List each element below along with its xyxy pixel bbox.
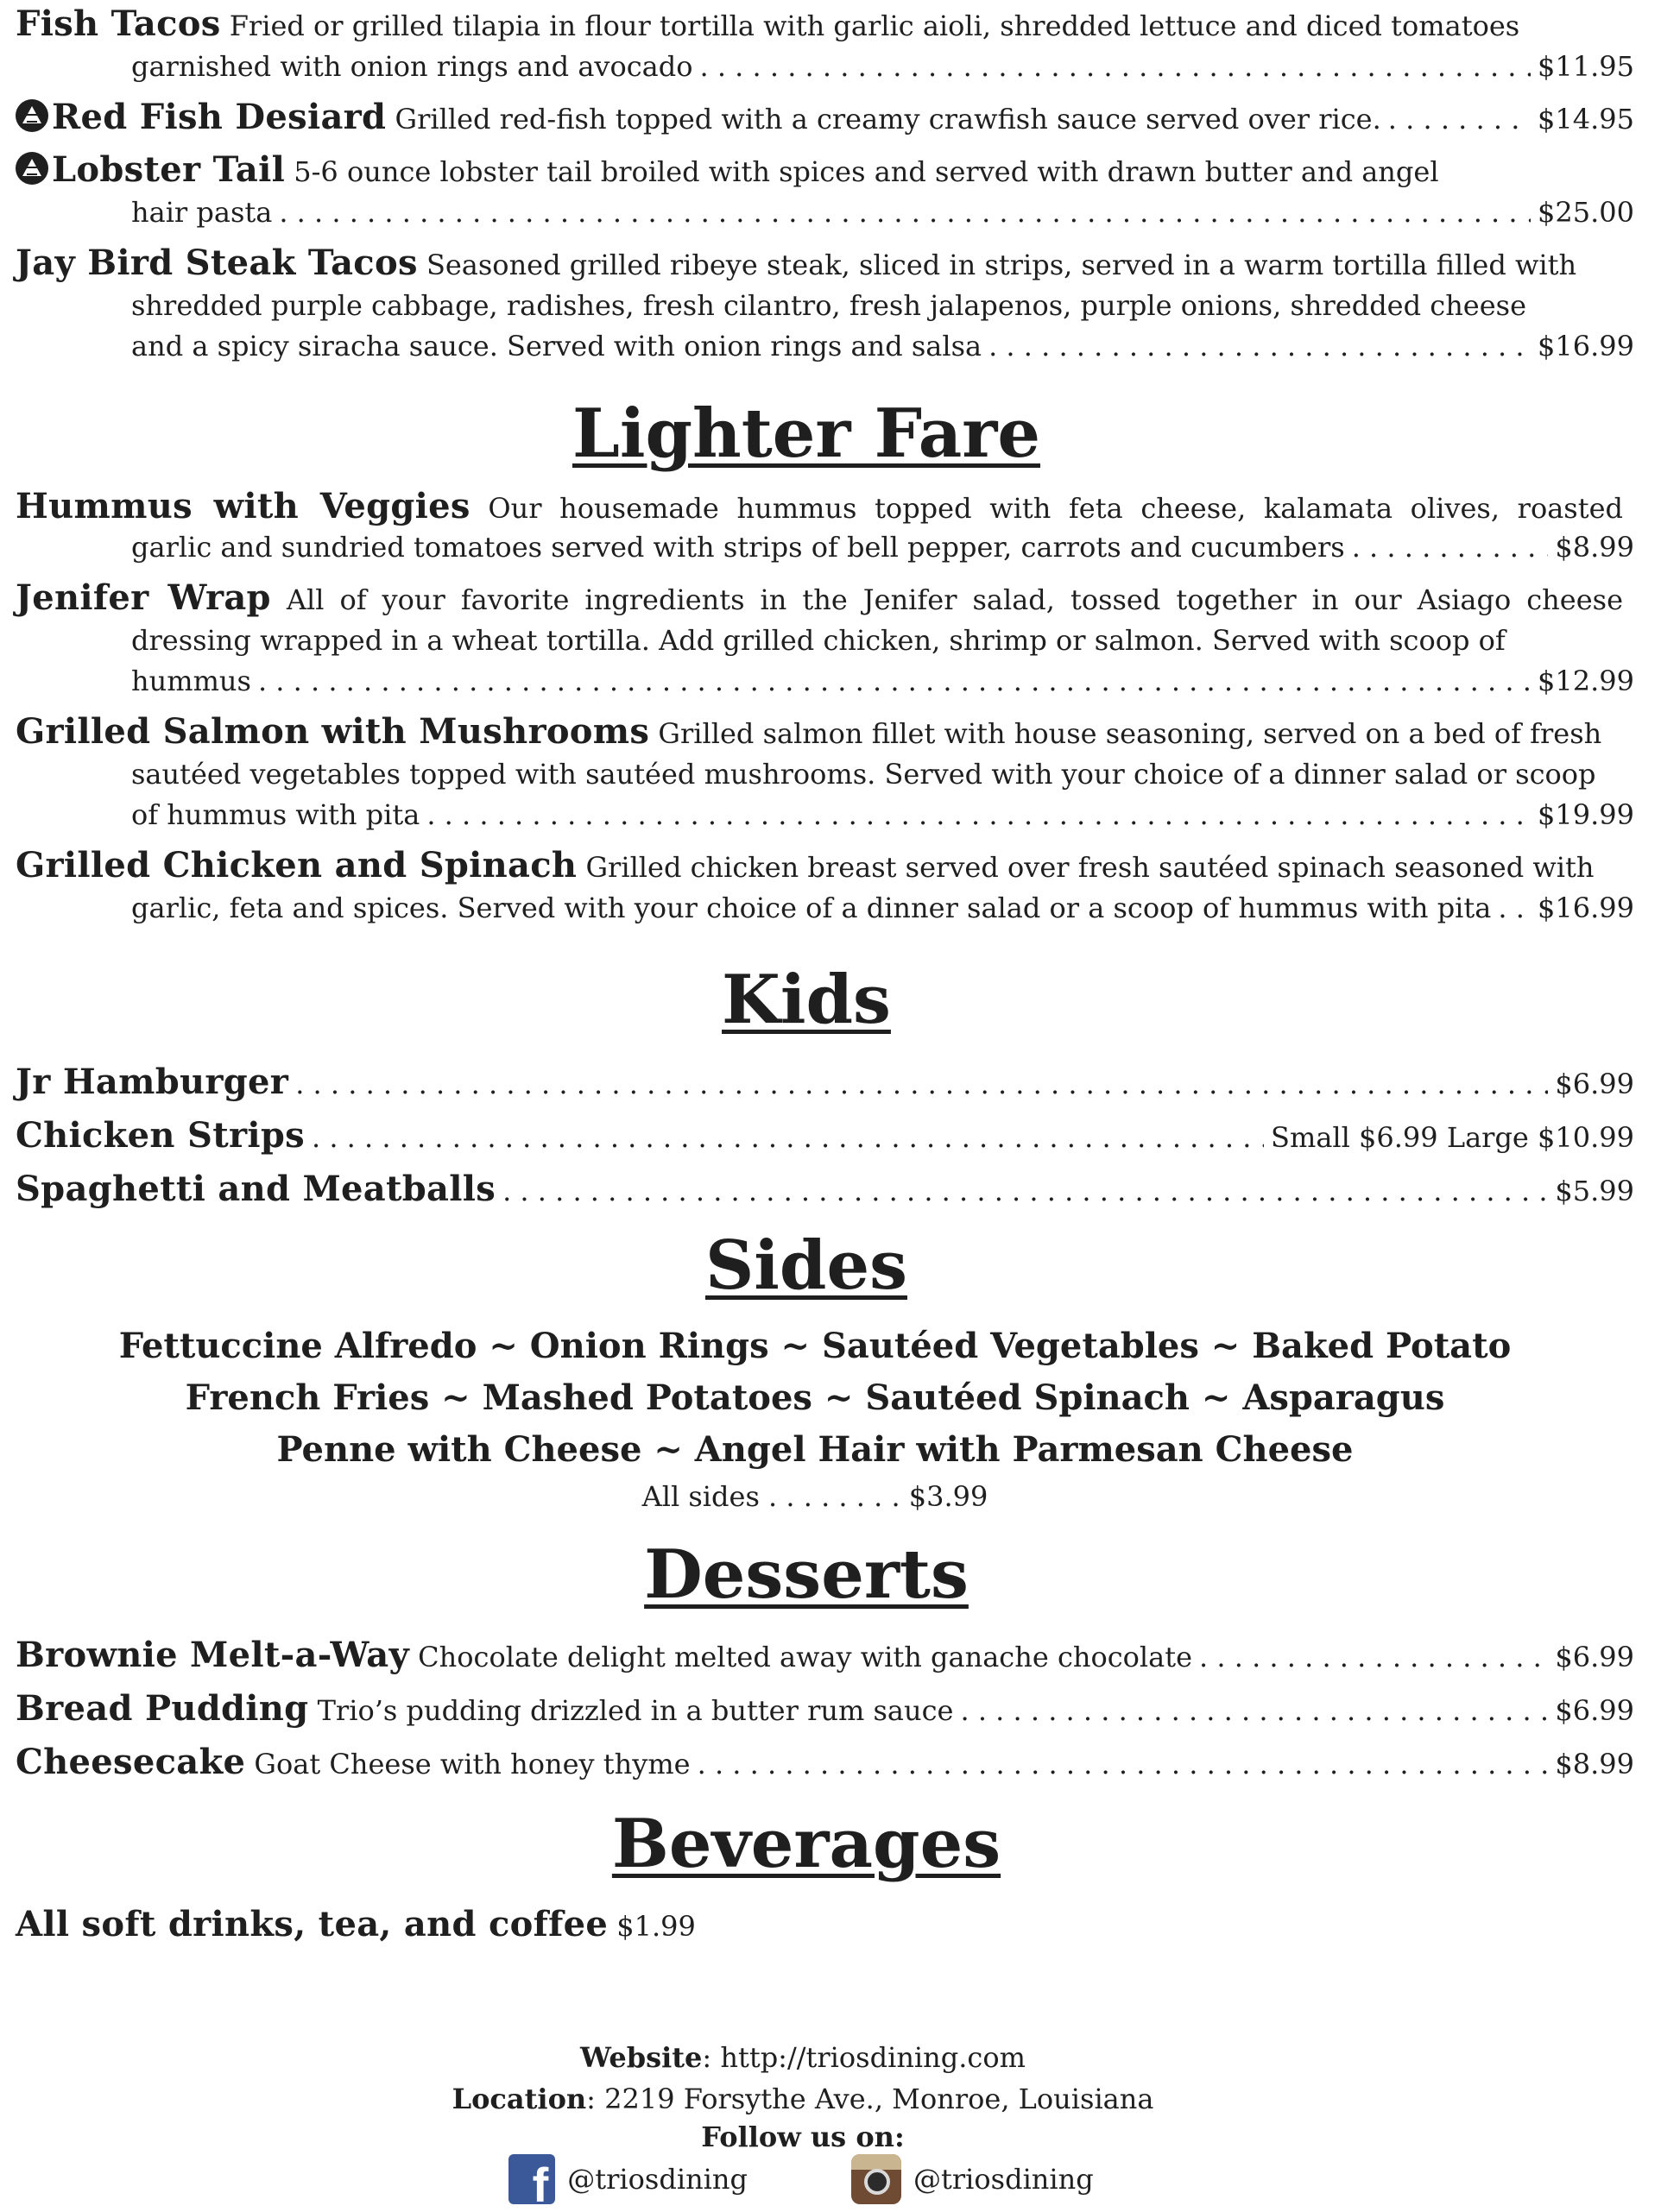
item-name: Hummus with Veggies (16, 486, 471, 526)
item-name: Grilled Chicken and Spinach (16, 845, 578, 885)
menu-item-fish-tacos (16, 3, 1634, 87)
item-name: Grilled Salmon with Mushrooms (16, 711, 650, 752)
menu-item-grilled-chicken-spinach (16, 845, 1634, 929)
social-links (0, 2154, 1632, 2204)
instagram-icon (851, 2154, 901, 2204)
item-name: Bread Pudding (16, 1688, 309, 1729)
item-description: hair pasta (131, 196, 273, 229)
desserts-section (0, 1629, 1634, 1790)
menu-item-soft-drinks (16, 1899, 1634, 1952)
item-description: shredded purple cabbage, radishes, fresh cilantro, fresh jalapenos, purple onions, shredded cheese (131, 289, 1527, 322)
item-description: hummus (131, 665, 251, 697)
item-price: Small $6.99 Large $10.99 (1271, 1121, 1634, 1154)
item-description: and a spicy siracha sauce. Served with onion rings and salsa (131, 330, 982, 362)
item-price: $6.99 (1555, 1694, 1634, 1727)
menu-item-red-fish-desiard (16, 97, 1634, 140)
sides-price: All sides . . . . . . . . $3.99 (641, 1480, 988, 1513)
item-description: garnished with onion rings and avocado (131, 50, 693, 83)
item-description: Fried or grilled tilapia in flour tortilla with garlic aioli, shredded lettuce and diced tomatoes (229, 9, 1520, 42)
item-name: All soft drinks, tea, and coffee (16, 1904, 609, 1944)
item-name: Jay Bird Steak Tacos (16, 243, 418, 283)
location-address: 2219 Forsythe Ave., Monroe, Louisiana (604, 2083, 1154, 2115)
item-name: Jenifer Wrap (16, 577, 271, 618)
sides-list-line: French Fries ~ Mashed Potatoes ~ Sautéed Spinach ~ Asparagus (185, 1377, 1445, 1418)
menu-item-brownie (16, 1629, 1634, 1683)
item-description: All of your favorite ingredients in the Jenifer salad, tossed together in our Asiago cheese (286, 583, 1624, 616)
item-description: Goat Cheese with honey thyme (254, 1748, 691, 1780)
entrees-section (0, 0, 1634, 367)
facebook-link[interactable] (508, 2154, 748, 2204)
website-label: Website (580, 2041, 703, 2074)
item-description: garlic and sundried tomatoes served with strips of bell pepper, carrots and cucumbers (131, 531, 1345, 564)
lighter-fare-section (0, 486, 1634, 929)
instagram-link[interactable] (851, 2154, 1094, 2204)
section-title-kids: Kids (722, 961, 891, 1039)
item-price: $8.99 (1555, 531, 1634, 564)
menu-item-hummus-with-veggies (16, 486, 1634, 529)
item-description: dressing wrapped in a wheat tortilla. Add grilled chicken, shrimp or salmon. Served with scoop of (131, 624, 1506, 657)
sides-list-line: Penne with Cheese ~ Angel Hair with Parmesan Cheese (276, 1429, 1354, 1470)
item-description: Chocolate delight melted away with ganache chocolate (418, 1641, 1193, 1673)
item-price: $1.99 (616, 1910, 696, 1943)
item-description: Grilled red-fish topped with a creamy crawfish sauce served over rice. (395, 103, 1381, 135)
item-description: Seasoned grilled ribeye steak, sliced in strips, served in a warm tortilla filled with (426, 249, 1577, 281)
menu-item-grilled-salmon (16, 711, 1634, 835)
section-title-sides: Sides (704, 1226, 908, 1305)
item-name: Cheesecake (16, 1742, 246, 1782)
item-name: Spaghetti and Meatballs (16, 1169, 496, 1209)
menu-item-jr-hamburger (16, 1056, 1634, 1110)
kids-section (0, 1056, 1634, 1217)
item-name: Fish Tacos (16, 3, 221, 44)
menu-item-spaghetti-meatballs (16, 1163, 1634, 1217)
item-description: garlic, feta and spices. Served with your choice of a dinner salad or a scoop of hummus with pita (131, 892, 1492, 924)
item-description: Grilled salmon fillet with house seasoning, served on a bed of fresh (658, 717, 1602, 750)
footer (0, 2037, 1661, 2204)
item-price: $3.99 (908, 1480, 988, 1513)
item-price: $19.99 (1538, 798, 1634, 831)
item-price: $14.95 (1538, 103, 1634, 135)
menu-item-chicken-strips (16, 1110, 1634, 1163)
menu-item-lobster-tail (16, 149, 1634, 233)
item-price: $11.95 (1538, 50, 1634, 83)
menu-item-cheesecake (16, 1736, 1634, 1790)
section-title-beverages: Beverages (611, 1805, 1001, 1883)
section-title-desserts: Desserts (644, 1535, 969, 1614)
item-description: 5-6 ounce lobster tail broiled with spices and served with drawn butter and angel (294, 155, 1439, 188)
menu-item-jay-bird-steak-tacos (16, 243, 1634, 367)
item-price: $16.99 (1538, 330, 1634, 362)
item-description: Trio’s pudding drizzled in a butter rum sauce (317, 1694, 954, 1727)
instagram-handle[interactable]: @triosdining (913, 2163, 1094, 2196)
item-description: of hummus with pita (131, 798, 420, 831)
item-price: $6.99 (1555, 1068, 1634, 1100)
item-description: Grilled chicken breast served over fresh sautéed spinach seasoned with (585, 851, 1595, 884)
item-price: $6.99 (1555, 1641, 1634, 1673)
beverages-section (0, 1899, 1634, 1952)
item-description: Our housemade hummus topped with feta cheese, kalamata olives, roasted (488, 492, 1624, 525)
section-title-lighter-fare: Lighter Fare (572, 394, 1040, 473)
menu-item-jenifer-wrap (16, 577, 1634, 702)
footer-location: Location: 2219 Forsythe Ave., Monroe, Louisiana (452, 2083, 1154, 2115)
item-name: Brownie Melt-a-Way (16, 1635, 409, 1675)
menu-item-bread-pudding (16, 1683, 1634, 1736)
item-description: sautéed vegetables topped with sautéed mushrooms. Served with your choice of a dinner salad or scoop (131, 758, 1596, 791)
item-price: $8.99 (1555, 1748, 1634, 1780)
sides-section (0, 1320, 1661, 1517)
item-name: Lobster Tail (52, 149, 286, 190)
item-name: Red Fish Desiard (52, 97, 387, 137)
triangle-badge-icon (16, 152, 48, 185)
follow-us-label: Follow us on: (701, 2121, 905, 2153)
sides-price-label: All sides (641, 1480, 760, 1513)
website-link[interactable]: http://triosdining.com (720, 2041, 1026, 2074)
item-price: $5.99 (1555, 1175, 1634, 1207)
location-label: Location (452, 2083, 587, 2115)
item-price: $12.99 (1538, 665, 1634, 697)
item-price: $25.00 (1538, 196, 1634, 229)
item-name: Chicken Strips (16, 1115, 305, 1156)
facebook-icon (508, 2154, 555, 2204)
footer-website: Website: http://triosdining.com (580, 2041, 1026, 2074)
sides-list-line: Fettuccine Alfredo ~ Onion Rings ~ Sautéed Vegetables ~ Baked Potato (118, 1326, 1512, 1366)
facebook-handle[interactable]: @triosdining (567, 2163, 748, 2196)
item-price: $16.99 (1538, 892, 1634, 924)
triangle-badge-icon (16, 99, 48, 132)
item-name: Jr Hamburger (16, 1062, 289, 1102)
